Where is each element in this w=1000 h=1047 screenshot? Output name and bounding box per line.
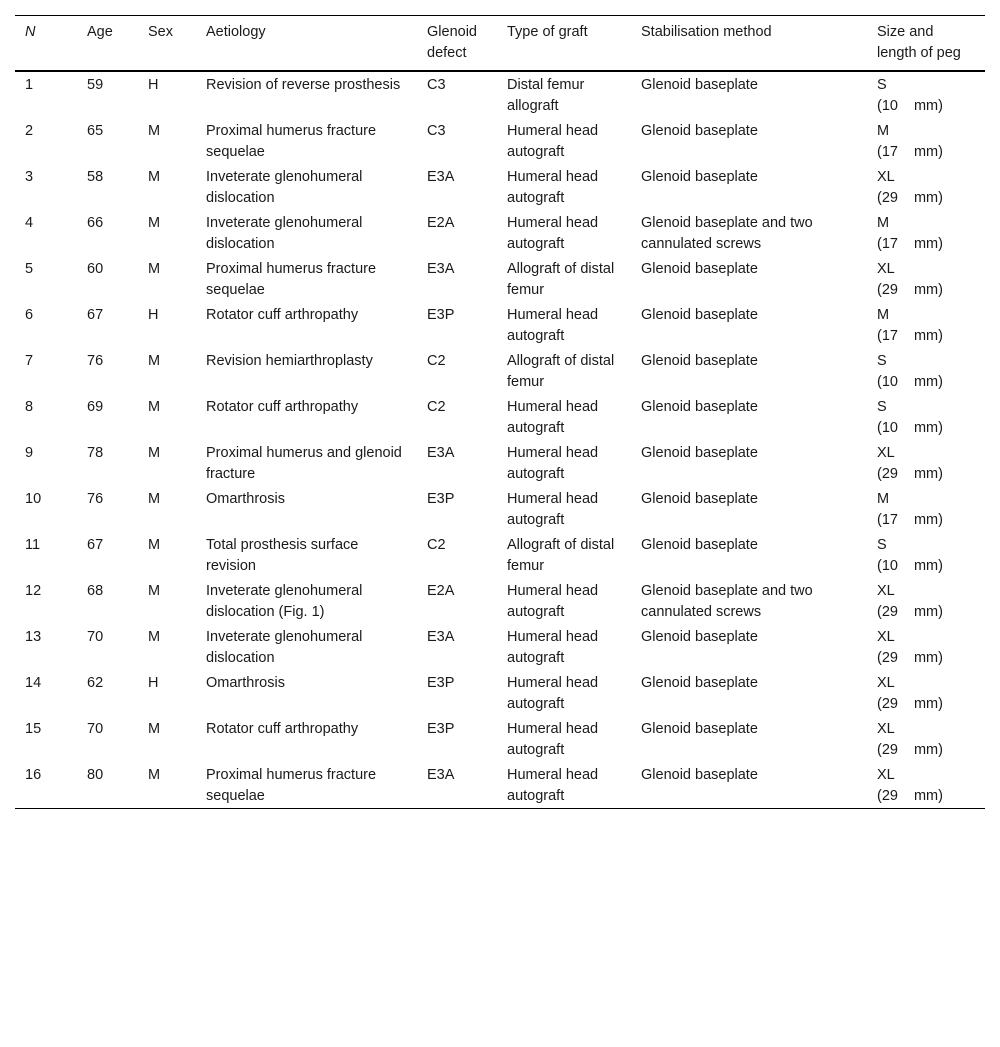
cell-peg xyxy=(867,440,985,486)
header-aetiology: Aetiology xyxy=(206,24,266,40)
cell-stabilisation-method: Glenoid baseplate xyxy=(641,767,758,783)
header-type-of-graft: Type of graft xyxy=(507,24,588,40)
cell-type-of-graft: Humeral head autograft xyxy=(507,399,599,436)
peg-size: XL xyxy=(877,583,895,599)
peg-length-line xyxy=(877,234,975,255)
table-body xyxy=(15,71,985,809)
peg-length-line xyxy=(877,556,975,577)
peg-length-line xyxy=(877,464,975,485)
cell-aetiology: Revision hemiarthroplasty xyxy=(206,353,373,369)
cell-n: 9 xyxy=(25,445,34,461)
cell-stabilisation-method: Glenoid baseplate and two cannulated screws xyxy=(641,583,813,620)
cell-age: 60 xyxy=(87,261,104,277)
cell-peg xyxy=(867,348,985,394)
cell-n: 16 xyxy=(25,767,42,783)
cell-stabilisation-method: Glenoid baseplate xyxy=(641,399,758,415)
cell-aetiology: Omarthrosis xyxy=(206,675,285,691)
table-header xyxy=(15,16,985,72)
header-stabilisation-method: Stabilisation method xyxy=(641,24,772,40)
cell-aetiology: Omarthrosis xyxy=(206,491,285,507)
peg-unit: mm) xyxy=(913,512,943,528)
cell-n: 5 xyxy=(25,261,34,277)
cell-stabilisation-method: Glenoid baseplate xyxy=(641,169,758,185)
table-row xyxy=(15,256,985,302)
peg-length: (29 xyxy=(877,190,898,206)
cell-aetiology: Proximal humerus fracture sequelae xyxy=(206,123,377,160)
cell-stabilisation-method: Glenoid baseplate xyxy=(641,307,758,323)
cell-sex: M xyxy=(148,399,161,415)
cell-type-of-graft: Humeral head autograft xyxy=(507,307,599,344)
cell-glenoid-defect: E3P xyxy=(427,721,455,737)
cell-glenoid-defect: C3 xyxy=(427,123,446,139)
cell-age: 66 xyxy=(87,215,104,231)
cell-n: 7 xyxy=(25,353,34,369)
cell-sex: M xyxy=(148,767,161,783)
cell-type-of-graft: Humeral head autograft xyxy=(507,675,599,712)
peg-unit: mm) xyxy=(913,236,943,252)
table-row xyxy=(15,210,985,256)
peg-length: (29 xyxy=(877,696,898,712)
cell-stabilisation-method: Glenoid baseplate and two cannulated screws xyxy=(641,215,813,252)
patient-table xyxy=(15,15,985,809)
peg-length: (29 xyxy=(877,604,898,620)
cell-glenoid-defect: E2A xyxy=(427,583,455,599)
cell-n: 12 xyxy=(25,583,42,599)
peg-unit: mm) xyxy=(913,742,943,758)
peg-unit: mm) xyxy=(913,466,943,482)
cell-stabilisation-method: Glenoid baseplate xyxy=(641,721,758,737)
table-row xyxy=(15,716,985,762)
peg-unit: mm) xyxy=(913,98,943,114)
cell-stabilisation-method: Glenoid baseplate xyxy=(641,123,758,139)
cell-glenoid-defect: C3 xyxy=(427,77,446,93)
cell-aetiology: Total prosthesis surface revision xyxy=(206,537,359,574)
peg-length: (17 xyxy=(877,328,898,344)
cell-peg xyxy=(867,394,985,440)
peg-unit: mm) xyxy=(913,420,943,436)
cell-glenoid-defect: E3A xyxy=(427,445,455,461)
peg-length-line xyxy=(877,96,975,117)
peg-length: (10 xyxy=(877,420,898,436)
cell-peg xyxy=(867,670,985,716)
cell-type-of-graft: Humeral head autograft xyxy=(507,445,599,482)
peg-length: (17 xyxy=(877,512,898,528)
cell-sex: M xyxy=(148,583,161,599)
peg-length-line xyxy=(877,280,975,301)
peg-size: S xyxy=(877,77,887,93)
cell-peg xyxy=(867,578,985,624)
cell-peg xyxy=(867,118,985,164)
cell-age: 76 xyxy=(87,491,104,507)
peg-unit: mm) xyxy=(913,604,943,620)
cell-type-of-graft: Humeral head autograft xyxy=(507,169,599,206)
table-row xyxy=(15,348,985,394)
cell-stabilisation-method: Glenoid baseplate xyxy=(641,491,758,507)
cell-aetiology: Rotator cuff arthropathy xyxy=(206,399,359,415)
cell-n: 4 xyxy=(25,215,34,231)
cell-type-of-graft: Humeral head autograft xyxy=(507,123,599,160)
cell-glenoid-defect: C2 xyxy=(427,353,446,369)
cell-stabilisation-method: Glenoid baseplate xyxy=(641,261,758,277)
cell-age: 67 xyxy=(87,537,104,553)
cell-glenoid-defect: E2A xyxy=(427,215,455,231)
cell-n: 15 xyxy=(25,721,42,737)
cell-peg xyxy=(867,210,985,256)
cell-aetiology: Proximal humerus fracture sequelae xyxy=(206,767,377,804)
cell-glenoid-defect: C2 xyxy=(427,399,446,415)
cell-sex: M xyxy=(148,261,161,277)
table-row xyxy=(15,118,985,164)
cell-type-of-graft: Allograft of distal femur xyxy=(507,537,615,574)
cell-type-of-graft: Humeral head autograft xyxy=(507,629,599,666)
peg-length-line xyxy=(877,188,975,209)
peg-size: XL xyxy=(877,629,895,645)
peg-length-line xyxy=(877,694,975,715)
cell-aetiology: Proximal humerus fracture sequelae xyxy=(206,261,377,298)
cell-age: 76 xyxy=(87,353,104,369)
table-row xyxy=(15,532,985,578)
table-row xyxy=(15,394,985,440)
peg-length: (10 xyxy=(877,98,898,114)
cell-stabilisation-method: Glenoid baseplate xyxy=(641,629,758,645)
cell-peg xyxy=(867,624,985,670)
table-row xyxy=(15,71,985,118)
peg-length: (17 xyxy=(877,144,898,160)
cell-sex: M xyxy=(148,537,161,553)
cell-glenoid-defect: E3A xyxy=(427,261,455,277)
peg-length: (10 xyxy=(877,374,898,390)
cell-aetiology: Rotator cuff arthropathy xyxy=(206,721,359,737)
peg-unit: mm) xyxy=(913,328,943,344)
peg-length-line xyxy=(877,740,975,761)
cell-peg xyxy=(867,256,985,302)
cell-type-of-graft: Humeral head autograft xyxy=(507,583,599,620)
cell-glenoid-defect: C2 xyxy=(427,537,446,553)
cell-type-of-graft: Allograft of distal femur xyxy=(507,353,615,390)
peg-length: (10 xyxy=(877,558,898,574)
peg-length-line xyxy=(877,326,975,347)
table-row xyxy=(15,164,985,210)
peg-length-line xyxy=(877,510,975,531)
cell-glenoid-defect: E3A xyxy=(427,169,455,185)
cell-n: 13 xyxy=(25,629,42,645)
cell-sex: M xyxy=(148,169,161,185)
cell-sex: H xyxy=(148,307,159,323)
cell-sex: H xyxy=(148,77,159,93)
peg-length: (29 xyxy=(877,650,898,666)
cell-sex: M xyxy=(148,215,161,231)
peg-length: (29 xyxy=(877,742,898,758)
cell-type-of-graft: Allograft of distal femur xyxy=(507,261,615,298)
peg-length-line xyxy=(877,648,975,669)
cell-age: 69 xyxy=(87,399,104,415)
peg-size: XL xyxy=(877,721,895,737)
cell-aetiology: Revision of reverse prosthesis xyxy=(206,77,401,93)
cell-stabilisation-method: Glenoid baseplate xyxy=(641,537,758,553)
peg-size: S xyxy=(877,353,887,369)
peg-length: (17 xyxy=(877,236,898,252)
cell-peg xyxy=(867,486,985,532)
cell-glenoid-defect: E3P xyxy=(427,307,455,323)
cell-aetiology: Inveterate glenohumeral dislocation xyxy=(206,629,363,666)
peg-size: M xyxy=(877,215,890,231)
header-age: Age xyxy=(87,24,113,40)
peg-size: XL xyxy=(877,767,895,783)
table-row xyxy=(15,670,985,716)
cell-n: 3 xyxy=(25,169,34,185)
peg-unit: mm) xyxy=(913,374,943,390)
peg-size: XL xyxy=(877,675,895,691)
table-row xyxy=(15,486,985,532)
cell-stabilisation-method: Glenoid baseplate xyxy=(641,353,758,369)
peg-unit: mm) xyxy=(913,650,943,666)
cell-glenoid-defect: E3A xyxy=(427,629,455,645)
header-row xyxy=(15,16,985,72)
cell-type-of-graft: Humeral head autograft xyxy=(507,215,599,252)
cell-sex: M xyxy=(148,353,161,369)
cell-sex: M xyxy=(148,123,161,139)
cell-type-of-graft: Humeral head autograft xyxy=(507,767,599,804)
header-sex: Sex xyxy=(148,24,173,40)
cell-peg xyxy=(867,532,985,578)
peg-size: XL xyxy=(877,261,895,277)
cell-sex: H xyxy=(148,675,159,691)
table-row xyxy=(15,578,985,624)
peg-length: (29 xyxy=(877,282,898,298)
header-glenoid-defect: Glenoid defect xyxy=(427,24,477,61)
peg-unit: mm) xyxy=(913,696,943,712)
cell-aetiology: Inveterate glenohumeral dislocation (Fig. 1) xyxy=(206,583,363,620)
cell-peg xyxy=(867,71,985,118)
cell-peg xyxy=(867,716,985,762)
cell-glenoid-defect: E3A xyxy=(427,767,455,783)
cell-age: 58 xyxy=(87,169,104,185)
cell-n: 2 xyxy=(25,123,34,139)
peg-length-line xyxy=(877,786,975,807)
peg-unit: mm) xyxy=(913,282,943,298)
cell-aetiology: Proximal humerus and glenoid fracture xyxy=(206,445,402,482)
cell-age: 70 xyxy=(87,629,104,645)
cell-age: 62 xyxy=(87,675,104,691)
cell-stabilisation-method: Glenoid baseplate xyxy=(641,675,758,691)
cell-age: 70 xyxy=(87,721,104,737)
cell-n: 8 xyxy=(25,399,34,415)
table-row xyxy=(15,440,985,486)
cell-peg xyxy=(867,164,985,210)
cell-sex: M xyxy=(148,445,161,461)
peg-unit: mm) xyxy=(913,144,943,160)
table-row xyxy=(15,762,985,809)
cell-age: 65 xyxy=(87,123,104,139)
peg-length-line xyxy=(877,372,975,393)
peg-unit: mm) xyxy=(913,558,943,574)
cell-peg xyxy=(867,762,985,809)
header-n: N xyxy=(25,24,36,40)
peg-size: M xyxy=(877,123,890,139)
peg-size: XL xyxy=(877,169,895,185)
cell-age: 78 xyxy=(87,445,104,461)
cell-type-of-graft: Humeral head autograft xyxy=(507,721,599,758)
cell-type-of-graft: Distal femur allograft xyxy=(507,77,585,114)
cell-n: 14 xyxy=(25,675,42,691)
cell-sex: M xyxy=(148,491,161,507)
cell-n: 1 xyxy=(25,77,34,93)
cell-sex: M xyxy=(148,721,161,737)
peg-length-line xyxy=(877,142,975,163)
peg-length: (29 xyxy=(877,788,898,804)
peg-length-line xyxy=(877,418,975,439)
peg-size: S xyxy=(877,399,887,415)
cell-n: 10 xyxy=(25,491,42,507)
cell-stabilisation-method: Glenoid baseplate xyxy=(641,445,758,461)
peg-size: XL xyxy=(877,445,895,461)
cell-age: 80 xyxy=(87,767,104,783)
cell-aetiology: Inveterate glenohumeral dislocation xyxy=(206,169,363,206)
cell-stabilisation-method: Glenoid baseplate xyxy=(641,77,758,93)
cell-n: 11 xyxy=(25,537,41,553)
table-row xyxy=(15,302,985,348)
peg-length: (29 xyxy=(877,466,898,482)
table-row xyxy=(15,624,985,670)
cell-glenoid-defect: E3P xyxy=(427,491,455,507)
cell-n: 6 xyxy=(25,307,34,323)
cell-sex: M xyxy=(148,629,161,645)
peg-length-line xyxy=(877,602,975,623)
peg-unit: mm) xyxy=(913,190,943,206)
cell-glenoid-defect: E3P xyxy=(427,675,455,691)
peg-unit: mm) xyxy=(913,788,943,804)
cell-type-of-graft: Humeral head autograft xyxy=(507,491,599,528)
cell-age: 68 xyxy=(87,583,104,599)
cell-age: 59 xyxy=(87,77,104,93)
cell-peg xyxy=(867,302,985,348)
peg-size: M xyxy=(877,307,890,323)
cell-aetiology: Rotator cuff arthropathy xyxy=(206,307,359,323)
cell-age: 67 xyxy=(87,307,104,323)
peg-size: M xyxy=(877,491,890,507)
peg-size: S xyxy=(877,537,887,553)
header-peg-size: Size and length of peg xyxy=(877,24,961,61)
cell-aetiology: Inveterate glenohumeral dislocation xyxy=(206,215,363,252)
